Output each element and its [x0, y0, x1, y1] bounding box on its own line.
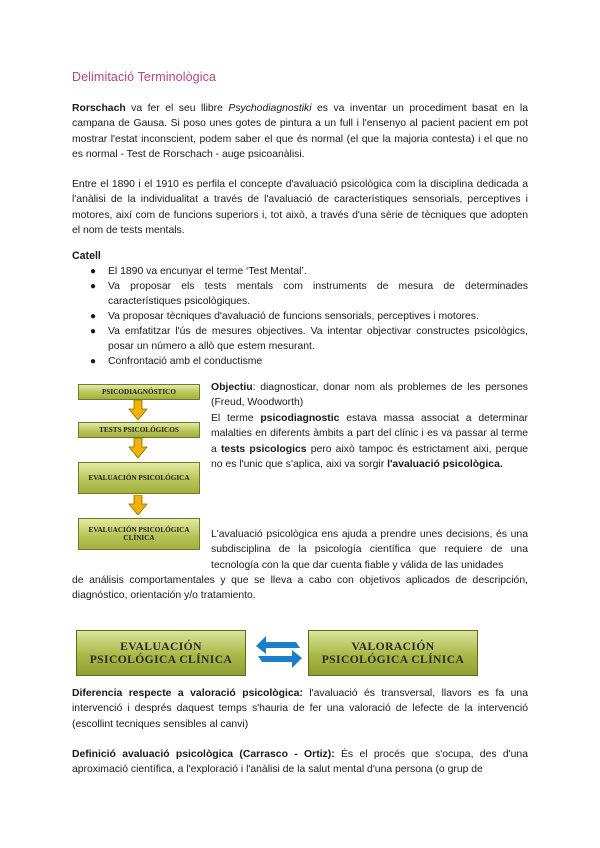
terme-paragraph	[211, 411, 528, 473]
list-item	[72, 309, 528, 324]
bold-term: l'avaluació psicològica.	[387, 459, 503, 471]
book-title: Psychodiagnostiki	[228, 103, 312, 114]
bullet-icon: ●	[90, 311, 97, 322]
psicodiagnostic-flow-diagram	[72, 378, 204, 554]
evaluacion-valoracion-banner	[72, 626, 480, 680]
list-item	[72, 324, 528, 354]
rorschach-name: Rorschach	[72, 103, 126, 114]
text-fragment: pero això tampoc és estrictament aixi, perque no es l'unic que s'aplica, aixi va sorgir	[211, 443, 529, 471]
paragraph-rorschach	[72, 101, 528, 163]
bullet-icon: ●	[90, 326, 97, 337]
text-fragment: va fer el seu llibre	[125, 103, 229, 114]
definicio-paragraph	[72, 747, 528, 778]
bullet-icon: ●	[90, 266, 97, 277]
text-fragment: És el procés que s'ocupa, des d'una aproximació científica, a l'exploració i l'anàlisi de la salut mental d'una persona (o grup de	[72, 749, 528, 776]
text-fragment: estava massa associat a determinar malalties en diferents àmbits a part del clínic i es va passar al terme a	[211, 413, 529, 455]
diferencia-paragraph	[72, 686, 528, 732]
diferencia-label: Diferencia respecte a valoració psicològica:	[72, 688, 303, 699]
exchange-arrows-icon	[252, 632, 306, 672]
list-item-text: El 1890 va encunyar el terme ‘Test Mental’.	[108, 266, 307, 277]
paragraph-history: Entre el 1890 i el 1910 es perfila el concepte d'avaluació psicològica com la disciplina dedicada a l'anàlisi de la individualitat a través de l'avaluació de característiques sensorials, perceptives i motores, així com de funcions superiors i, tot això, a través d'una sèrie de tècniques que adopten el nom de tests mentals.	[72, 179, 528, 237]
list-item	[72, 354, 528, 369]
bold-term: tests psicologics	[220, 443, 307, 455]
bullet-icon: ●	[90, 356, 97, 367]
text-fragment: : diagnosticar, donar nom als problemes de les persones (Freud, Woodworth)	[211, 382, 528, 409]
catell-list	[72, 264, 528, 369]
flow-box-psicodiagnostico: PSICODIAGNÓSTICO	[78, 384, 200, 400]
bullet-icon: ●	[90, 281, 97, 292]
banner-box-valoracion: VALORACIÓN PSICOLÓGICA CLÍNICA	[308, 630, 478, 676]
section-title: Delimitació Terminològica	[72, 70, 216, 84]
catell-heading: Catell	[72, 250, 101, 262]
banner-box-evaluacion: EVALUACIÓN PSICOLÓGICA CLÍNICA	[76, 630, 246, 676]
list-item	[72, 264, 528, 279]
list-item-text: Va emfatitzar l'ús de mesures objectives. Va intentar objectivar constructes psicològics, posar un número a allò que estem mesurant.	[108, 326, 528, 352]
list-item-text: Va proposar els tests mentals com instruments de mesura de determinades característiques psicològiques.	[108, 281, 528, 307]
objectiu-paragraph	[211, 380, 528, 411]
list-item-text: Confrontació amb el conductisme	[108, 356, 263, 367]
bold-term: psicodiagnostic	[260, 413, 340, 424]
down-arrow-icon	[128, 400, 148, 420]
avaluacio-paragraph: L'avaluació psicològica ens ajuda a prendre unes decisions, és una subdisciplina de la psicología científica que requiere de una tecnología con la que dar cuenta fiable y válida de las unidades	[211, 529, 528, 571]
list-item-text: Va proposar tècniques d'avaluació de funcions sensorials, perceptives i motores.	[108, 311, 479, 322]
flow-box-tests-psicologicos: TESTS PSICOLÓGICOS	[78, 422, 200, 438]
definicio-label: Definició avaluació psicològica (Carrasco - Ortiz):	[72, 749, 335, 760]
avaluacio-paragraph-continued: de análisis comportamentales y que se lleva a cabo con objetivos aplicados de descripción, diagnóstico, orientación y/o tratamiento.	[72, 575, 528, 602]
text-fragment: es va inventar un procediment basat en la campana de Gausa. Si poso unes gotes de pintura a un full i l'ensenyo al pacient pacient em pot mostrar l'estat inconscient, podem saber el que és normal (el que la majoria contesta) i el que no es normal - Test de Rorschach - auge psicoanàlisi.	[72, 103, 528, 161]
flow-box-evaluacion-clinica: EVALUACIÓN PSICOLÓGICA CLÍNICA	[78, 518, 200, 550]
objectiu-label: Objectiu	[211, 382, 253, 393]
down-arrow-icon	[128, 495, 148, 515]
flow-box-evaluacion-psicologica: EVALUACIÓN PSICOLÓGICA	[78, 462, 200, 494]
text-fragment: El terme	[211, 413, 261, 424]
list-item	[72, 279, 528, 309]
text-fragment: l'avaluació és transversal, llavors es fa una intervenció i després daquest temps s'hauria de fer una valoració de lefecte de la intervenció (escollint tecniques sensibles al canvi)	[72, 688, 528, 730]
down-arrow-icon	[128, 438, 148, 458]
